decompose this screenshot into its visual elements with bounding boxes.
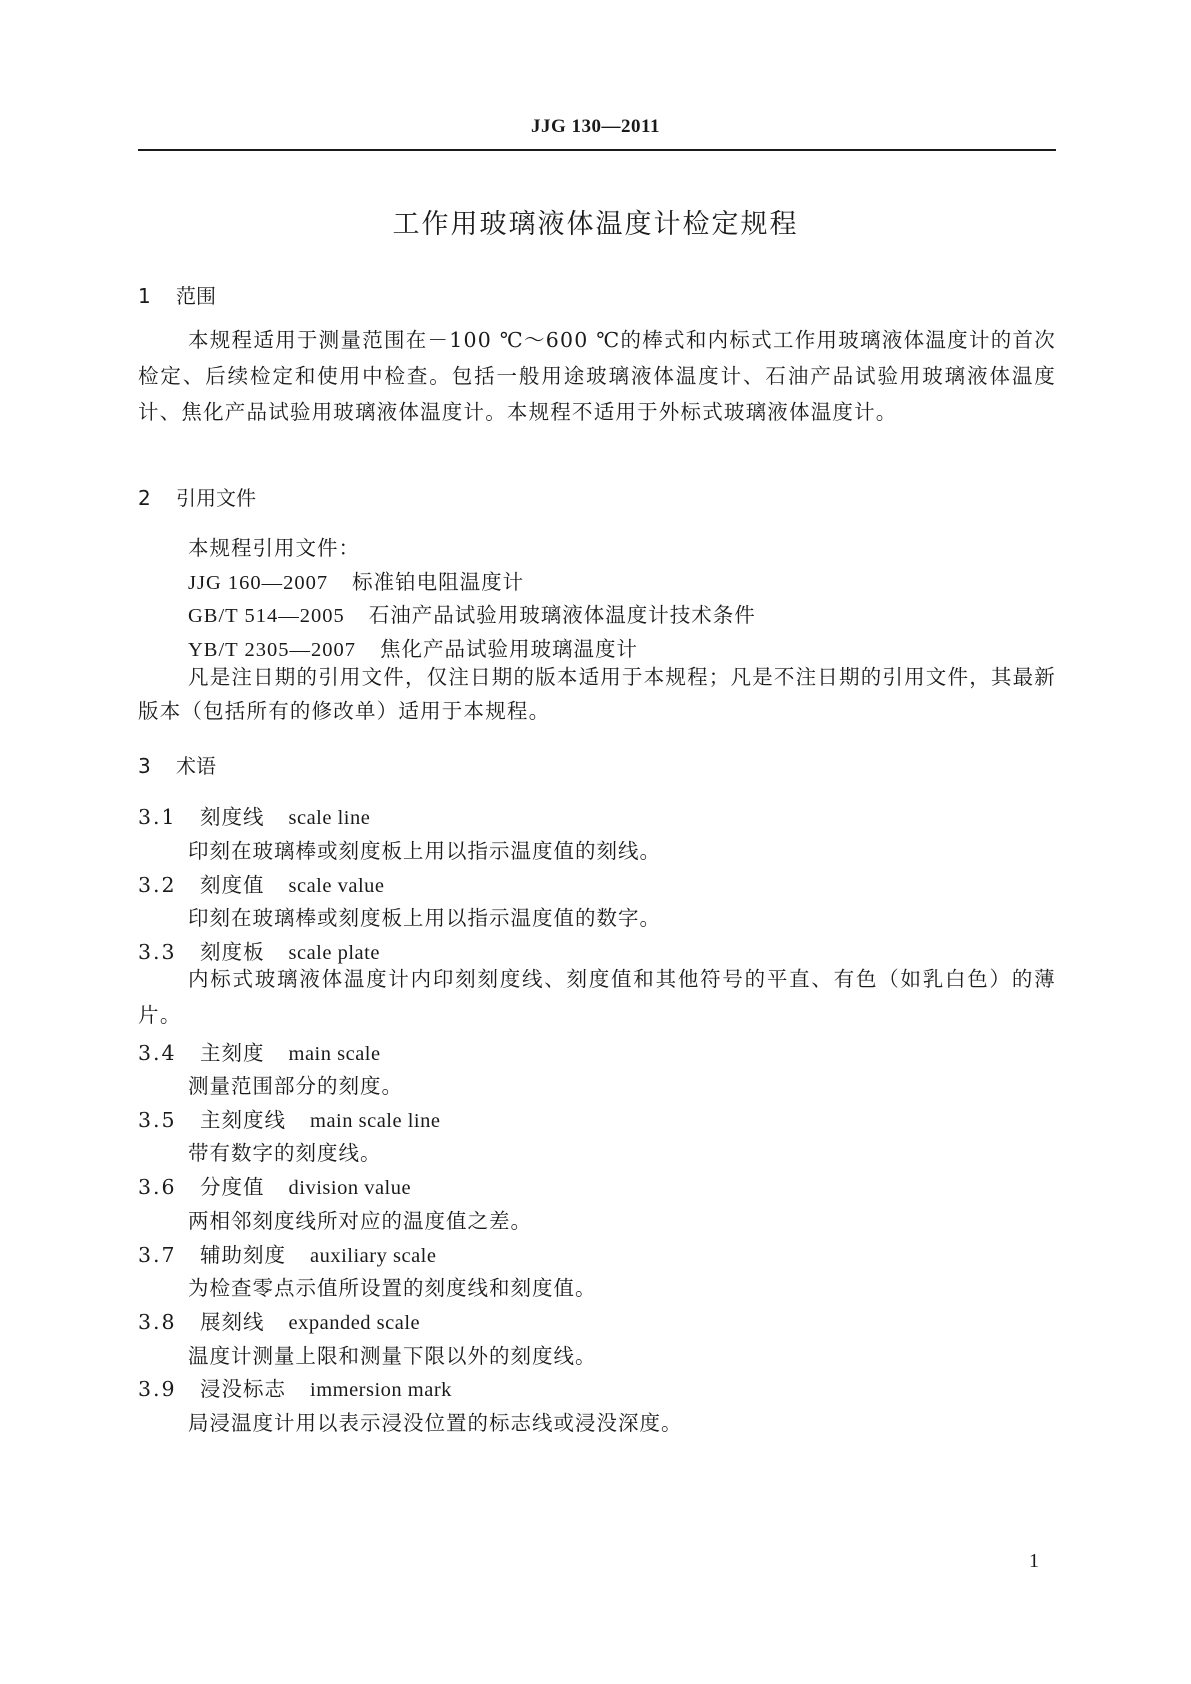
scope-paragraph: 本规程适用于测量范围在－100 ℃～600 ℃的棒式和内标式工作用玻璃液体温度计的首次检定、后续检定和使用中检查。包括一般用途玻璃液体温度计、石油产品试验用玻璃液体温度计、焦化产品试验用玻璃液体温度计。本规程不适用于外标式玻璃液体温度计。 (138, 328, 1056, 424)
section-title: 引用文件 (176, 486, 256, 510)
term-definition: 内标式玻璃液体温度计内印刻刻度线、刻度值和其他符号的平直、有色（如乳白色）的薄片。 (138, 967, 1056, 1027)
term-number: 3.7 (138, 1243, 177, 1267)
term-definition: 测量范围部分的刻度。 (188, 1074, 403, 1098)
reference-item (188, 598, 756, 628)
term-entry-3-5 (138, 1103, 440, 1133)
term-english: main scale line (310, 1110, 441, 1132)
term-chinese: 分度值 (200, 1175, 265, 1199)
reference-title: 标准铂电阻温度计 (352, 570, 525, 594)
term-english: expanded scale (288, 1312, 421, 1334)
term-chinese: 刻度值 (200, 873, 265, 897)
reference-item (188, 632, 638, 662)
references-intro: 本规程引用文件： (188, 536, 360, 560)
term-entry-3-4 (138, 1036, 381, 1066)
term-english: auxiliary scale (310, 1245, 437, 1267)
document-title: 工作用玻璃液体温度计检定规程 (392, 209, 799, 240)
term-chinese: 主刻度线 (200, 1108, 286, 1132)
term-chinese: 展刻线 (200, 1310, 265, 1334)
term-chinese: 主刻度 (200, 1041, 265, 1065)
term-entry-3-2 (138, 868, 385, 898)
term-chinese: 浸没标志 (200, 1377, 286, 1401)
term-number: 3.5 (138, 1108, 177, 1132)
term-chinese: 刻度线 (200, 805, 265, 829)
section-number: 1 (138, 284, 151, 308)
section-title: 术语 (176, 754, 216, 778)
term-english: immersion mark (310, 1379, 452, 1401)
term-definition: 印刻在玻璃棒或刻度板上用以指示温度值的刻线。 (188, 839, 661, 863)
term-number: 3.2 (138, 873, 177, 897)
reference-title: 石油产品试验用玻璃液体温度计技术条件 (368, 603, 756, 627)
section-number: 3 (138, 754, 151, 778)
header-rule (138, 149, 1056, 151)
section-number: 2 (138, 486, 151, 510)
reference-title: 焦化产品试验用玻璃温度计 (379, 637, 638, 661)
term-number: 3.8 (138, 1310, 177, 1334)
section-heading-terms (138, 750, 216, 779)
term-number: 3.3 (138, 940, 177, 964)
term-definition: 带有数字的刻度线。 (188, 1141, 382, 1165)
term-number: 3.1 (138, 805, 177, 829)
reference-item (188, 565, 524, 595)
term-chinese: 辅助刻度 (200, 1243, 286, 1267)
page-number: 1 (1029, 1550, 1039, 1572)
term-entry-3-8 (138, 1305, 420, 1335)
term-definition: 温度计测量上限和测量下限以外的刻度线。 (188, 1344, 597, 1368)
term-english: scale value (288, 875, 385, 897)
term-definition: 局浸温度计用以表示浸没位置的标志线或浸没深度。 (188, 1411, 683, 1435)
term-entry-3-9 (138, 1372, 452, 1402)
term-entry-3-7 (138, 1238, 436, 1268)
section-heading-references (138, 482, 256, 511)
term-definition: 两相邻刻度线所对应的温度值之差。 (188, 1209, 532, 1233)
term-number: 3.6 (138, 1175, 177, 1199)
standard-code-header: JJG 130—2011 (531, 116, 660, 137)
references-note: 凡是注日期的引用文件，仅注日期的版本适用于本规程；凡是不注日期的引用文件，其最新版本（包括所有的修改单）适用于本规程。 (138, 665, 1056, 723)
reference-code: GB/T 514—2005 (188, 605, 345, 627)
section-title: 范围 (176, 284, 216, 308)
term-number: 3.9 (138, 1377, 177, 1401)
section-heading-scope (138, 280, 216, 309)
term-english: scale plate (288, 942, 380, 964)
term-entry-3-1 (138, 800, 370, 830)
term-definition: 为检查零点示值所设置的刻度线和刻度值。 (188, 1276, 597, 1300)
term-english: main scale (288, 1043, 381, 1065)
term-english: division value (288, 1177, 412, 1199)
term-definition: 印刻在玻璃棒或刻度板上用以指示温度值的数字。 (188, 906, 661, 930)
reference-code: JJG 160—2007 (188, 572, 329, 594)
term-english: scale line (288, 807, 371, 829)
reference-code: YB/T 2305—2007 (188, 639, 356, 661)
term-number: 3.4 (138, 1041, 177, 1065)
term-entry-3-6 (138, 1170, 411, 1200)
term-chinese: 刻度板 (200, 940, 265, 964)
